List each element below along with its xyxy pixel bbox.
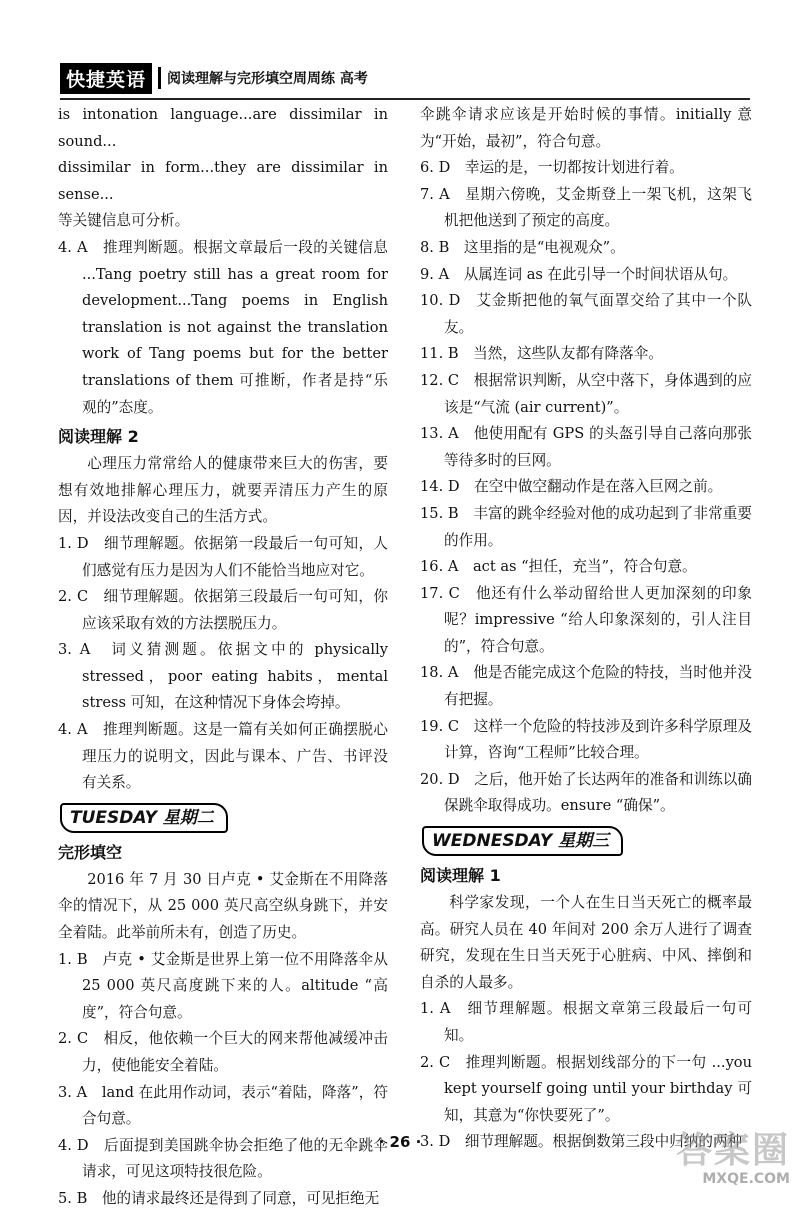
answer-item: 3. A land 在此用作动词，表示“着陆，降落”，符合句意。	[58, 1083, 388, 1128]
page-header	[60, 60, 750, 96]
answer-item: 2. C 细节理解题。依据第三段最后一句可知，你应该采取有效的方法摆脱压力。	[58, 588, 388, 632]
page-number: · 26 ·	[378, 1133, 422, 1151]
book-subtitle: 阅读理解与完形填空周周练 高考	[167, 71, 368, 87]
continued-line: 等关键信息可分析。	[58, 212, 190, 230]
continued-line: dissimilar in form...they are dissimilar in sense...	[58, 159, 388, 203]
answer-item: 13. A 他使用配有 GPS 的头盔引导自己落向那张等待多时的巨网。	[420, 425, 752, 469]
section-intro: 2016 年 7 月 30 日卢克 • 艾金斯在不用降落伞的情况下，从 25 000 英尺高空纵身跳下，并安全着陆。此举前所未有，创造了历史。	[58, 870, 388, 942]
answer-item: 1. A 细节理解题。根据文章第三段最后一句可知。	[420, 1000, 752, 1044]
section-title: 完形填空	[58, 842, 123, 862]
answer-item: 1. D 细节理解题。依据第一段最后一句可知，人们感觉有压力是因为人们不能恰当地应对它。	[58, 534, 388, 579]
continued-line: 伞跳伞请求应该是开始时候的事情。initially 意为“开始，最初”，符合句意。	[420, 106, 752, 150]
answer-item: 4. A 推理判断题。这是一篇有关如何正确摆脱心理压力的说明文，因此与课本、广告、书评没有关系。	[58, 721, 388, 792]
answer-item: 8. B 这里指的是“电视观众”。	[420, 238, 625, 256]
answer-item: 12. C 根据常识判断，从空中落下，身体遇到的应该是“气流 (air current)”。	[420, 371, 752, 416]
answer-item: 9. A 从属连词 as 在此引导一个时间状语从句。	[420, 265, 738, 283]
watermark-mark: 答案圈	[675, 1130, 790, 1171]
answer-item: 15. B 丰富的跳伞经验对他的成功起到了非常重要的作用。	[420, 504, 752, 549]
right-column	[420, 102, 752, 1156]
answer-item: 7. A 星期六傍晚，艾金斯登上一架飞机，这架飞机把他送到了预定的高度。	[420, 185, 752, 230]
continued-line: is intonation language...are dissimilar in sound...	[58, 106, 388, 150]
answer-item: 17. C 他还有什么举动留给世人更加深刻的印象呢？impressive “给人印象深刻的，引人注目的”，符合句意。	[420, 584, 752, 655]
answer-item: 5. B 他的请求最终还是得到了同意，可见拒绝无	[58, 1189, 380, 1207]
answer-item: 16. A act as “担任，充当”，符合句意。	[420, 558, 697, 576]
header-rule	[60, 98, 750, 100]
watermark-logo	[665, 1132, 790, 1194]
left-column	[58, 102, 388, 1213]
section-title: 阅读理解 2	[58, 427, 139, 447]
answer-item: 6. D 幸运的是，一切都按计划进行着。	[420, 159, 684, 177]
answer-item: 2. C 推理判断题。根据划线部分的下一句 ...you kept yourself going until your birthday 可知，其意为“你快要死了”。	[420, 1053, 752, 1124]
header-divider	[158, 67, 161, 89]
section-intro: 科学家发现，一个人在生日当天死亡的概率最高。研究人员在 40 年间对 200 余万人进行了调查研究，发现在生日当天死于心脏病、中风、摔倒和自杀的人最多。	[420, 894, 752, 991]
watermark-url: MXQE.COM	[702, 1171, 790, 1187]
answer-item: 11. B 当然，这些队友都有降落伞。	[420, 345, 663, 363]
answer-item: 4. A 推理判断题。根据文章最后一段的关键信息 ...Tang poetry still has a great room for development...Tang poems in English translation is not against the translation work of Tang poems but for the better translations of them 可推断，作者是持“乐观的”态度。	[58, 238, 388, 416]
answer-item: 20. D 之后，他开始了长达两年的准备和训练以确保跳伞取得成功。ensure “确保”。	[420, 770, 752, 815]
answer-item: 10. D 艾金斯把他的氧气面罩交给了其中一个队友。	[420, 292, 752, 336]
answer-item: 3. A 词义猜测题。依据文中的 physically stressed，poor eating habits，mental stress 可知，在这种情况下身体会垮掉。	[58, 641, 388, 712]
answer-item: 3. D 细节理解题。根据倒数第三段中归纳的两种	[420, 1133, 743, 1151]
section-intro: 心理压力常常给人的健康带来巨大的伤害，要想有效地排解心理压力，就要弄清压力产生的原因，并设法改变自己的生活方式。	[58, 455, 388, 526]
day-banner-wednesday: WEDNESDAY 星期三	[422, 826, 623, 856]
day-banner-tuesday: TUESDAY 星期二	[60, 803, 228, 833]
answer-item: 2. C 相反，他依赖一个巨大的网来帮他减缓冲击力，使他能安全着陆。	[58, 1030, 388, 1074]
brand-logo: 快捷英语	[60, 63, 152, 94]
answer-item: 19. C 这样一个危险的特技涉及到许多科学原理及计算，咨询“工程师”比较合理。	[420, 717, 752, 762]
section-title: 阅读理解 1	[420, 866, 501, 886]
answer-item: 14. D 在空中做空翻动作是在落入巨网之前。	[420, 478, 723, 496]
answer-item: 4. D 后面提到美国跳伞协会拒绝了他的无伞跳伞请求，可见这项特技很危险。	[58, 1136, 388, 1181]
answer-item: 18. A 他是否能完成这个危险的特技，当时他并没有把握。	[420, 664, 752, 709]
answer-item: 1. B 卢克 • 艾金斯是世界上第一位不用降落伞从 25 000 英尺高度跳下来的人。altitude “高度”，符合句意。	[58, 950, 388, 1021]
